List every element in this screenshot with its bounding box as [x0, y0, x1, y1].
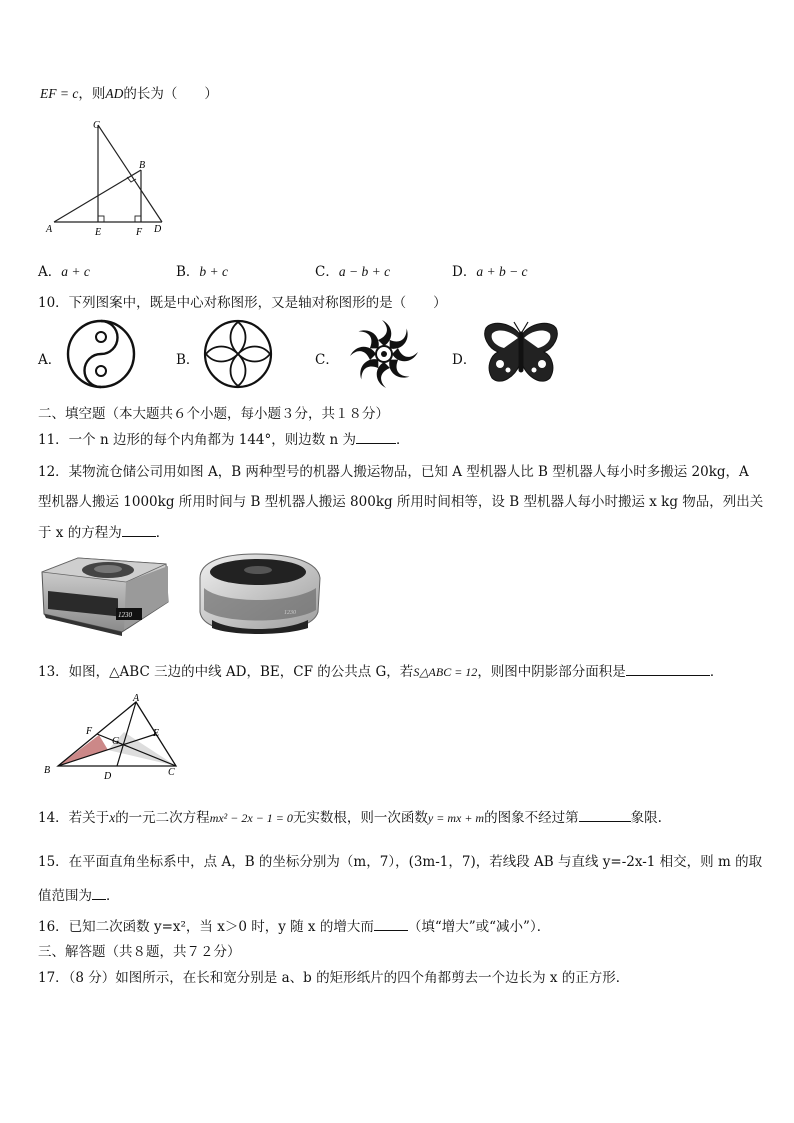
q13-label-c: C	[168, 767, 175, 778]
q13-area-math: S△ABC = 12	[413, 665, 478, 679]
q13-label-b: B	[44, 765, 51, 776]
q10-option-b-label: B．	[176, 352, 200, 368]
q9-ef-math: EF = c	[40, 86, 79, 101]
q9-stem: EF = c，则AD的长为（ ）	[40, 86, 218, 102]
robot-a-label: 1230	[118, 611, 132, 619]
q12-line1: 12．某物流仓储公司用如图 A，B 两种型号的机器人搬运物品，已知 A 型机器人比 B 型机器人每小时多搬运 20kg，A	[38, 464, 749, 480]
q12-line2: 型机器人搬运 1000kg 所用时间与 B 型机器人搬运 800kg 所用时间相等，设 B 型机器人每小时搬运 x kg 物品，列出关	[38, 494, 764, 510]
q12-line3: 于 x 的方程为 ．	[38, 525, 170, 541]
q11: 11．一个 n 边形的每个内角都为 144°，则边数 n 为 ．	[38, 432, 410, 448]
q14: 14．若关于x的一元二次方程mx² − 2x − 1 = 0无实数根，则一次函数y = mx + m的图象不经过第 象限.	[38, 810, 662, 826]
q16: 16．已知二次函数 y=x²，当 x＞0 时，y 随 x 的增大而 （填“增大”或“减小”）．	[38, 919, 551, 935]
q13-label-g: G	[112, 736, 120, 747]
q13-label-f: F	[86, 726, 93, 737]
robot-b-image	[192, 548, 326, 636]
q14-answer-blank[interactable]	[579, 809, 631, 822]
q13: 13．如图，△ABC 三边的中线 AD，BE，CF 的公共点 G，若S△ABC = 12，则图中阴影部分面积是 ．	[38, 664, 724, 680]
q15-answer-blank[interactable]	[92, 887, 106, 900]
q9-option-a: A．a + c	[38, 264, 90, 280]
q9-label-f: F	[136, 227, 143, 238]
q9-option-b: B．b + c	[176, 264, 229, 280]
q12-answer-blank[interactable]	[122, 524, 156, 537]
q16-answer-blank[interactable]	[374, 918, 408, 931]
q13-label-d: D	[104, 771, 112, 782]
q11-answer-blank[interactable]	[356, 431, 396, 444]
q15-line2: 值范围为 ．	[38, 888, 120, 904]
q9-label-e: E	[95, 227, 102, 238]
q14-function: y = mx + m	[427, 811, 485, 825]
yin-yang-icon	[64, 318, 140, 390]
section-3-title: 三、解答题（共８题，共７２分）	[38, 944, 241, 960]
butterfly-icon	[478, 318, 564, 390]
q10-option-d-label: D．	[452, 352, 477, 368]
robot-a-image	[38, 550, 172, 636]
q14-equation: mx² − 2x − 1 = 0	[209, 811, 293, 825]
q13-label-a: A	[133, 694, 140, 704]
q10-option-c-label: C．	[315, 352, 339, 368]
q15-line1: 15．在平面直角坐标系中，点 A，B 的坐标分别为（m，7），(3m-1，7)，若线段 AB 与直线 y=-2x-1 相交，则 m 的取	[38, 854, 763, 870]
q17: 17．（8 分）如图所示，在长和宽分别是 a、b 的矩形纸片的四个角都剪去一个边长为 x 的正方形．	[38, 970, 630, 986]
q10-option-a-label: A．	[38, 352, 62, 368]
q13-answer-blank[interactable]	[626, 663, 710, 676]
q9-label-d: D	[154, 224, 162, 235]
q9-label-b: B	[139, 160, 146, 171]
q13-triangle-figure	[38, 694, 188, 784]
q9-label-a: A	[46, 224, 53, 235]
q13-label-e: E	[153, 728, 160, 739]
pinwheel-flower-icon	[338, 314, 430, 394]
q9-label-c: C	[93, 120, 100, 131]
section-2-title: 二、填空题（本大题共６个小题，每小题３分，共１８分）	[38, 406, 389, 422]
q9-option-c: C．a − b + c	[315, 264, 391, 280]
q9-figure	[40, 115, 170, 240]
four-petal-circle-icon	[200, 318, 276, 390]
q10-stem: 10．下列图案中，既是中心对称图形，又是轴对称图形的是（ ）	[38, 295, 447, 311]
q9-option-d: D．a + b − c	[452, 264, 528, 280]
robot-b-label: 1230	[284, 610, 296, 616]
